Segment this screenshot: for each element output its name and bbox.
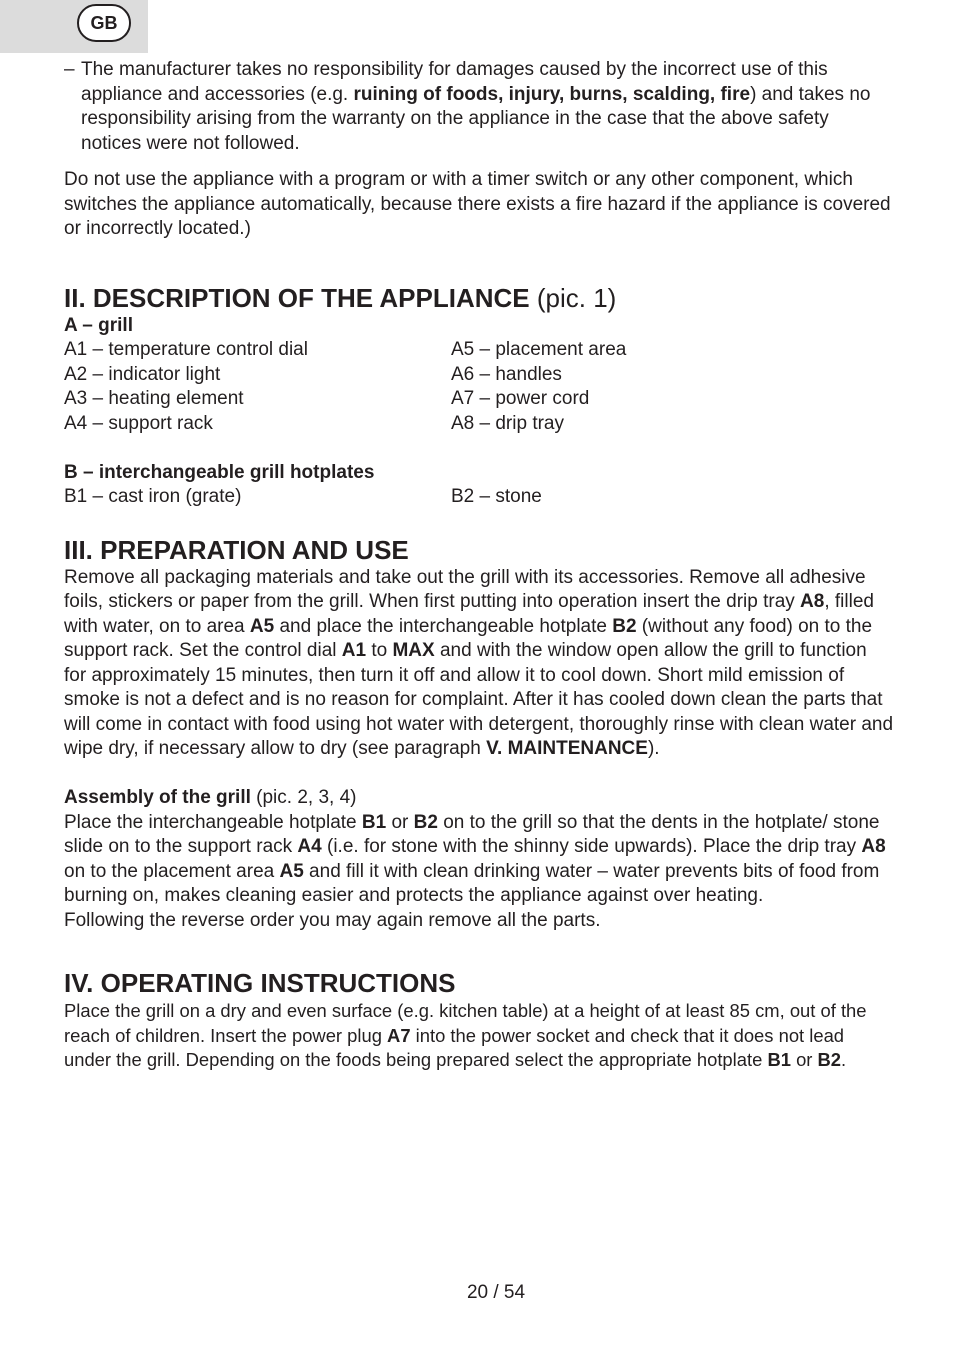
list-dash: – — [64, 59, 75, 80]
part-item: A2 – indicator light — [64, 363, 221, 385]
part-item: B1 – cast iron (grate) — [64, 486, 242, 507]
assembly-paragraph: Place the interchangeable hotplate B1 or B2 on to the grill so that the dents in the hotplate/ stone slide on to the support rack A4 (i.e. for stone with the shinny side upwards). Place the drip tray A8 on to the placement area A5 and fill it with clean drinking water – water prevents bits of food from burning on, makes cleaning easier and protects the appliance against over heating. — [64, 811, 886, 906]
group-a-heading: A – grill — [64, 314, 133, 336]
part-item: A1 – temperature control dial — [64, 339, 308, 360]
timer-warning-paragraph: Do not use the appliance with a program or with a timer switch or any other component, which switches the appliance automatically, because there exists a fire hazard if the appliance is covered or incorrectly located.) — [64, 169, 891, 239]
part-item: A7 – power cord — [451, 388, 590, 409]
preparation-paragraph: Remove all packaging materials and take out the grill with its accessories. Remove all adhesive foils, stickers or paper from the grill. When first putting into operation insert the drip tray A8, filled with water, on to area A5 and place the interchangeable hotplate B2 (without any food) on to the support rack. Set the control dial A1 to MAX and with the window open allow the grill to function for approximately 15 minutes, then turn it off and allow it to cool down. Short mild emission of smoke is not a defect and is no reason for complaint. After it has cooled down clean the parts that will come in contact with food using hot water with detergent, thoroughly rinse with clean water and wipe dry, if necessary allow to dry (see paragraph V. MAINTENANCE). — [64, 566, 894, 759]
page-number: 20 / 54 — [466, 1282, 526, 1303]
assembly-heading: Assembly of the grill (pic. 2, 3, 4) — [64, 787, 357, 808]
part-item: A8 – drip tray — [451, 412, 564, 434]
section-title-preparation: III. PREPARATION AND USE — [64, 534, 409, 565]
part-item: B2 – stone — [451, 486, 542, 507]
parts-list-b — [64, 485, 894, 510]
section-title-operating: IV. OPERATING INSTRUCTIONS — [64, 968, 456, 998]
section-title-description: II. DESCRIPTION OF THE APPLIANCE (pic. 1) — [64, 282, 617, 313]
reverse-order-note: Following the reverse order you may again remove all the parts. — [64, 909, 601, 931]
operating-paragraph: Place the grill on a dry and even surface (e.g. kitchen table) at a height of at least 85 cm, out of the reach of children. Insert the power plug A7 into the power socket and check that it does not lead under the grill. Depending on the foods being prepared select the appropriate hotplate B1 or B2. — [64, 1000, 867, 1070]
part-item: A4 – support rack — [64, 412, 213, 434]
group-b-heading: B – interchangeable grill hotplates — [64, 461, 375, 483]
language-badge: GB — [77, 4, 131, 42]
part-item: A6 – handles — [451, 363, 562, 385]
part-item: A3 – heating element — [64, 388, 244, 409]
language-tab — [0, 0, 148, 53]
warning-paragraph: – The manufacturer takes no responsibility for damages caused by the incorrect use of this appliance and accessories (e.g. ruining of foods, injury, burns, scalding, fire) and takes no responsibility arising from the warranty on the appliance in the case that the above safety notices were not followed. — [64, 59, 871, 154]
part-item: A5 – placement area — [451, 339, 627, 360]
page-content — [64, 58, 894, 1073]
parts-list-a — [64, 338, 894, 436]
